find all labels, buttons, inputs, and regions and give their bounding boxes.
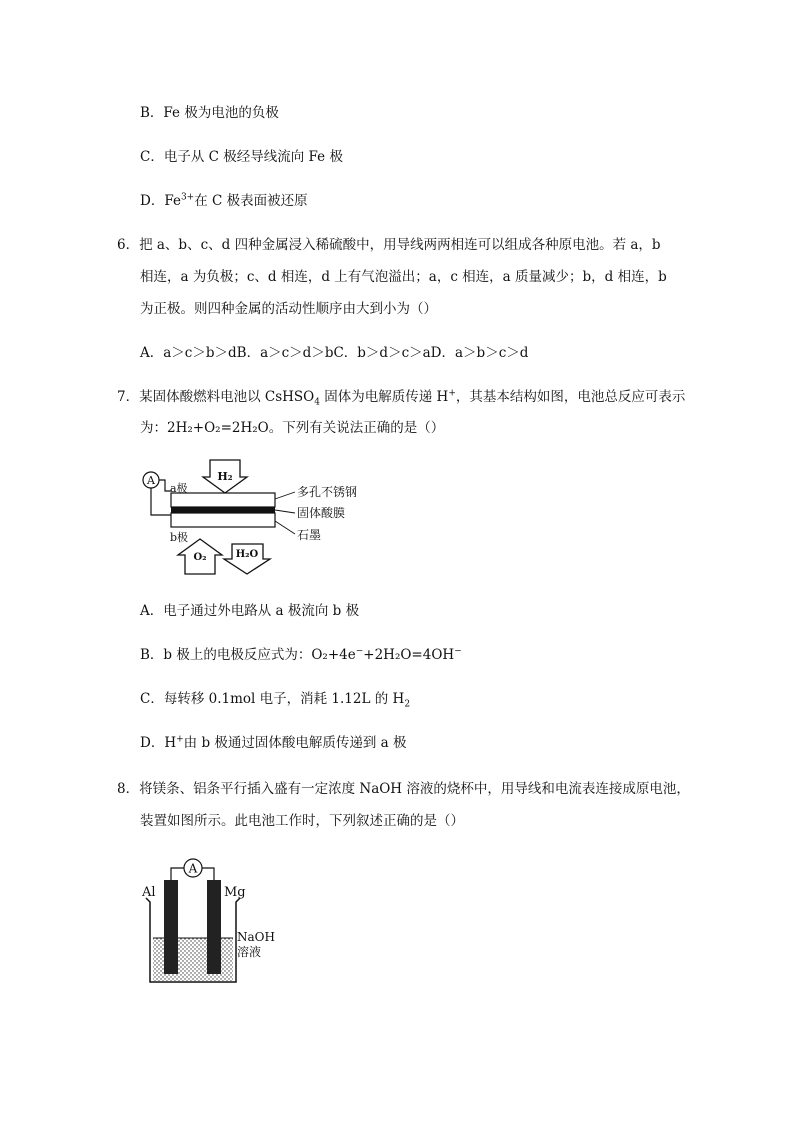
o2-label: O₂ [193, 552, 207, 563]
h2o-label: H₂O [235, 549, 259, 560]
graphite-layer [171, 513, 275, 527]
h2-label: H₂ [217, 470, 233, 483]
fuel-cell-diagram [135, 455, 375, 580]
q7-option-a: A．电子通过外电路从 a 极流向 b 极 [140, 603, 360, 619]
electrode-a-label: a极 [170, 482, 188, 495]
q7-stem-line2: 为：2H₂+O₂=2H₂O。下列有关说法正确的是（） [140, 420, 445, 436]
q6-options: A．a＞c＞b＞dB．a＞c＞d＞bC．b＞d＞c＞aD．a＞b＞c＞d [140, 345, 529, 361]
ammeter-label: A [147, 474, 155, 487]
q7-stem-line1: 7．某固体酸燃料电池以 CsHSO$_4$ 固体为电解质传递 H+，其基本结构如图，电池总反应可表示 [117, 388, 686, 408]
ammeter-label: A [188, 861, 198, 876]
membrane-label: 固体酸膜 [297, 506, 346, 520]
q5-option-c: C．电子从 C 极经导线流向 Fe 极 [140, 149, 343, 165]
electrode-b-label: b极 [170, 531, 189, 544]
mg-al-cell-diagram [138, 848, 288, 988]
q6-stem-line3: 为正极。则四种金属的活动性顺序由大到小为（） [140, 301, 437, 317]
porous-steel-label: 多孔不锈钢 [297, 485, 358, 499]
mg-label: Mg [224, 885, 246, 900]
al-electrode [164, 880, 178, 974]
q7-option-d: D．H+由 b 极通过固体酸电解质传递到 a 极 [140, 734, 407, 751]
q8-stem-line2: 装置如图所示。此电池工作时，下列叙述正确的是（） [140, 813, 464, 829]
q7-option-c: C．每转移 0.1mol 电子，消耗 1.12L 的 $H_2$ [140, 691, 411, 710]
q5-option-b: B．Fe 极为电池的负极 [140, 105, 279, 121]
porous-steel-layer [171, 493, 275, 507]
q5-option-d: D．$Fe^{3+}$在 C 极表面被还原 [140, 192, 308, 209]
q6-stem-line1: 6．把 a、b、c、d 四种金属浸入稀硫酸中，用导线两两相连可以组成各种原电池。若 a，b [117, 237, 661, 253]
q8-stem-line1: 8．将镁条、铝条平行插入盛有一定浓度 NaOH 溶液的烧杯中，用导线和电流表连接成原电池， [117, 781, 690, 797]
naoh-label: NaOH [237, 930, 275, 944]
mg-electrode [207, 880, 221, 974]
q7-option-b: B．b 极上的电极反应式为：O₂+4e−+2H₂O=4OH− [140, 646, 462, 663]
q6-stem-line2: 相连，a 为负极；c、d 相连，d 上有气泡溢出；a，c 相连，a 质量减少；b，d 相连，b [140, 269, 667, 285]
al-label: Al [142, 885, 156, 900]
solid-acid-membrane [171, 507, 275, 513]
graphite-label: 石墨 [297, 528, 322, 542]
solution-label: 溶液 [237, 945, 262, 959]
